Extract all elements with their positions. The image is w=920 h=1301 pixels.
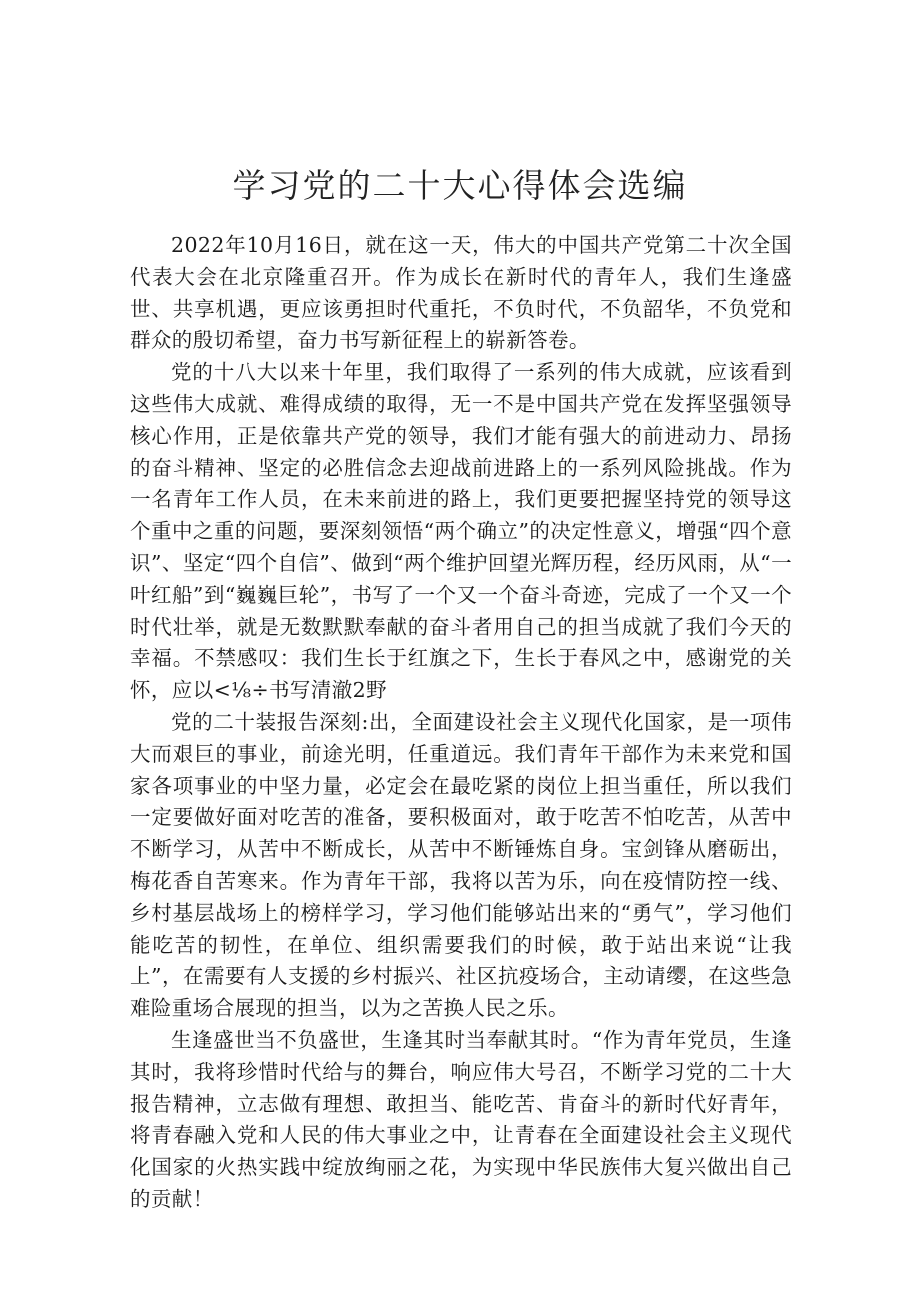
document-body (130, 230, 792, 1216)
paragraph-3: 党的二十装报告深刻:出，全面建设社会主义现代化国家，是一项伟大而艰巨的事业，前途光明，任重道远。我们青年干部作为未来党和国家各项事业的中坚力量，必定会在最吃紧的岗位上担当重任，所以我们一定要做好面对吃苦的准备，要积极面对，敢于吃苦不怕吃苦，从苦中不断学习，从苦中不断成长，从苦中不断锤炼自身。宝剑锋从磨砺出，梅花香自苦寒来。作为青年干部，我将以苦为乐，向在疫情防控一线、乡村基层战场上的榜样学习，学习他们能够站出来的“勇气”，学习他们能吃苦的韧性，在单位、组织需要我们的时候，敢于站出来说“让我上”，在需要有人支援的乡村振兴、社区抗疫场合，主动请缨，在这些急难险重场合展现的担当，以为之苦换人民之乐。 (130, 709, 792, 1021)
paragraph-2: 党的十八大以来十年里，我们取得了一系列的伟大成就，应该看到这些伟大成就、难得成绩的取得，无一不是中国共产党在发挥坚强领导核心作用，正是依靠共产党的领导，我们才能有强大的前进动力、昂扬的奋斗精神、坚定的必胜信念去迎战前进路上的一系列风险挑战。作为一名青年工作人员，在未来前进的路上，我们更要把握坚持党的领导这个重中之重的问题，要深刻领悟“两个确立”的决定性意义，增强“四个意识”、坚定“四个自信”、做到“两个维护回望光辉历程，经历风雨，从“一叶红船”到“巍巍巨轮”，书写了一个又一个奋斗奇迹，完成了一个又一个时代壮举，就是无数默默奉献的奋斗者用自己的担当成就了我们今天的幸福。不禁感叹：我们生长于红旗之下，生长于春风之中，感谢党的关怀，应以<⅛÷书写清澈2野 (130, 360, 792, 703)
document-title: 学习党的二十大心得体会选编 (232, 166, 688, 205)
paragraph-1: 2022年10月16日，就在这一天，伟大的中国共产党第二十次全国代表大会在北京隆重召开。作为成长在新时代的青年人，我们生逢盛世、共享机遇，更应该勇担时代重托，不负时代，不负韶华，不负党和群众的殷切希望，奋力书写新征程上的崭新答卷。 (130, 233, 792, 353)
paragraph-4: 生逢盛世当不负盛世，生逢其时当奉献其时。“作为青年党员，生逢其时，我将珍惜时代给与的舞台，响应伟大号召，不断学习党的二十大报告精神，立志做有理想、敢担当、能吃苦、肯奋斗的新时代好青年，将青春融入党和人民的伟大事业之中，让青春在全面建设社会主义现代化国家的火热实践中绽放绚丽之花，为实现中华民族伟大复兴做出自己的贡献！ (130, 1027, 792, 1211)
